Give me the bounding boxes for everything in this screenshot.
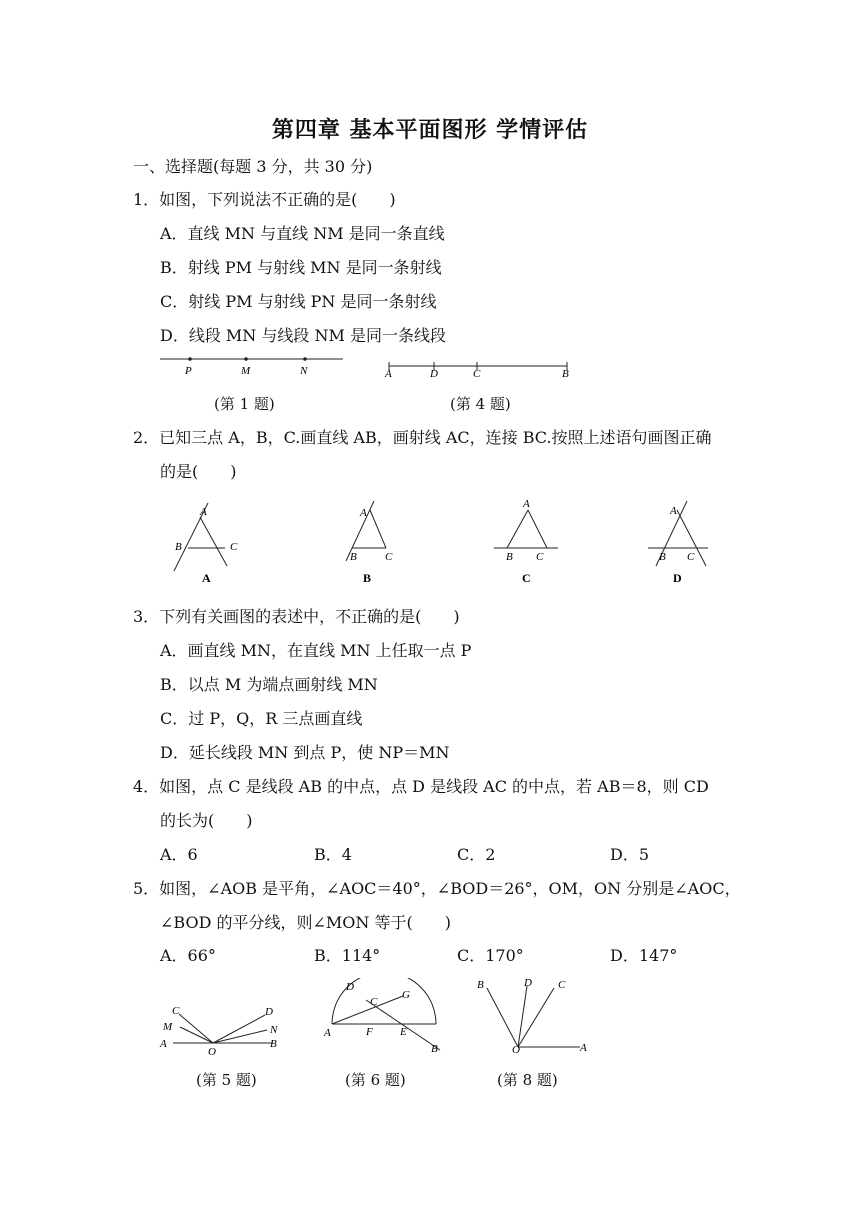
q1-caption: (第 1 题) bbox=[214, 395, 275, 413]
svg-text:C: C bbox=[230, 541, 238, 553]
svg-text:D: D bbox=[346, 981, 354, 993]
q1-label-p: P bbox=[185, 365, 192, 377]
svg-text:C: C bbox=[558, 979, 566, 991]
svg-text:D: D bbox=[265, 1006, 273, 1018]
svg-text:D: D bbox=[524, 977, 532, 989]
q3-option-d: D．延长线段 MN 到点 P，使 NP＝MN bbox=[160, 743, 450, 762]
fig8 bbox=[470, 975, 595, 1060]
svg-text:G: G bbox=[402, 989, 410, 1001]
svg-text:C: C bbox=[172, 1005, 180, 1017]
q4-label-a: A bbox=[385, 368, 392, 380]
svg-text:O: O bbox=[512, 1044, 520, 1056]
fig5 bbox=[155, 1000, 290, 1062]
q3-option-a: A．画直线 MN，在直线 MN 上任取一点 P bbox=[160, 641, 472, 660]
svg-text:A: A bbox=[523, 498, 530, 510]
q1-label-n: N bbox=[300, 365, 308, 377]
q4-option-d: D．5 bbox=[610, 845, 650, 864]
svg-text:B: B bbox=[175, 541, 182, 553]
fig6-caption: (第 6 题) bbox=[345, 1071, 406, 1089]
q4-label-b: B bbox=[562, 368, 569, 380]
q2-choice-d: D bbox=[673, 571, 682, 585]
q4-option-c: C．2 bbox=[457, 845, 496, 864]
q5-stem-line1: 5．如图，∠AOB 是平角，∠AOC＝40°，∠BOD＝26°，OM，ON 分别是∠AOC， bbox=[133, 879, 741, 898]
q4-option-a: A．6 bbox=[160, 845, 198, 864]
svg-text:C: C bbox=[385, 551, 393, 563]
fig5-caption: (第 5 题) bbox=[196, 1071, 257, 1089]
q4-stem-line2: 的长为( ) bbox=[160, 811, 253, 830]
svg-text:N: N bbox=[270, 1024, 278, 1036]
svg-text:B: B bbox=[659, 551, 666, 563]
svg-text:B: B bbox=[431, 1043, 438, 1055]
section-heading: 一、选择题(每题 3 分，共 30 分) bbox=[133, 157, 373, 176]
q4-label-c: C bbox=[473, 368, 481, 380]
page-title: 第四章 基本平面图形 学情评估 bbox=[271, 118, 589, 143]
svg-text:C: C bbox=[370, 996, 378, 1008]
svg-text:B: B bbox=[477, 979, 484, 991]
q3-option-c: C．过 P，Q，R 三点画直线 bbox=[160, 709, 363, 728]
q5-stem-line2: ∠BOD 的平分线，则∠MON 等于( ) bbox=[160, 913, 451, 932]
svg-text:B: B bbox=[506, 551, 513, 563]
fig6 bbox=[318, 978, 450, 1060]
q5-option-c: C．170° bbox=[457, 946, 524, 965]
q4-label-d: D bbox=[430, 368, 438, 380]
q4-option-b: B．4 bbox=[314, 845, 352, 864]
q2-choice-c: C bbox=[522, 571, 531, 585]
q2-stem-line2: 的是( ) bbox=[160, 462, 237, 481]
q2-figures bbox=[160, 498, 730, 588]
q2-stem-line1: 2．已知三点 A，B，C.画直线 AB，画射线 AC，连接 BC.按照上述语句画图正确 bbox=[133, 428, 712, 447]
q4-figure bbox=[380, 358, 575, 380]
svg-text:F: F bbox=[366, 1026, 373, 1038]
svg-text:B: B bbox=[350, 551, 357, 563]
q1-option-a: A．直线 MN 与直线 NM 是同一条直线 bbox=[160, 224, 445, 243]
svg-text:A: A bbox=[360, 507, 367, 519]
fig8-caption: (第 8 题) bbox=[497, 1071, 558, 1089]
svg-text:B: B bbox=[270, 1038, 277, 1050]
svg-text:A: A bbox=[670, 505, 677, 517]
q4-caption: (第 4 题) bbox=[450, 395, 511, 413]
q2-choice-a: A bbox=[202, 571, 211, 585]
q1-figure bbox=[155, 350, 350, 382]
q4-stem-line1: 4．如图，点 C 是线段 AB 的中点，点 D 是线段 AC 的中点，若 AB＝8，则 CD bbox=[133, 777, 709, 796]
svg-text:A: A bbox=[200, 506, 207, 518]
svg-text:E: E bbox=[400, 1026, 407, 1038]
svg-text:M: M bbox=[163, 1021, 173, 1033]
q3-stem: 3．下列有关画图的表述中，不正确的是( ) bbox=[133, 607, 460, 626]
svg-text:A: A bbox=[324, 1027, 331, 1039]
svg-text:C: C bbox=[687, 551, 695, 563]
svg-text:A: A bbox=[160, 1038, 167, 1050]
q1-stem: 1．如图，下列说法不正确的是( ) bbox=[133, 190, 396, 209]
svg-text:C: C bbox=[536, 551, 544, 563]
q1-label-m: M bbox=[241, 365, 251, 377]
svg-text:O: O bbox=[208, 1046, 216, 1058]
q5-option-a: A．66° bbox=[160, 946, 216, 965]
q5-option-d: D．147° bbox=[610, 946, 678, 965]
svg-text:A: A bbox=[580, 1042, 587, 1054]
q2-choice-b: B bbox=[363, 571, 372, 585]
q3-option-b: B．以点 M 为端点画射线 MN bbox=[160, 675, 378, 694]
q1-option-b: B．射线 PM 与射线 MN 是同一条射线 bbox=[160, 258, 442, 277]
q5-option-b: B．114° bbox=[314, 946, 381, 965]
q1-option-c: C．射线 PM 与射线 PN 是同一条射线 bbox=[160, 292, 437, 311]
q1-option-d: D．线段 MN 与线段 NM 是同一条线段 bbox=[160, 326, 446, 345]
